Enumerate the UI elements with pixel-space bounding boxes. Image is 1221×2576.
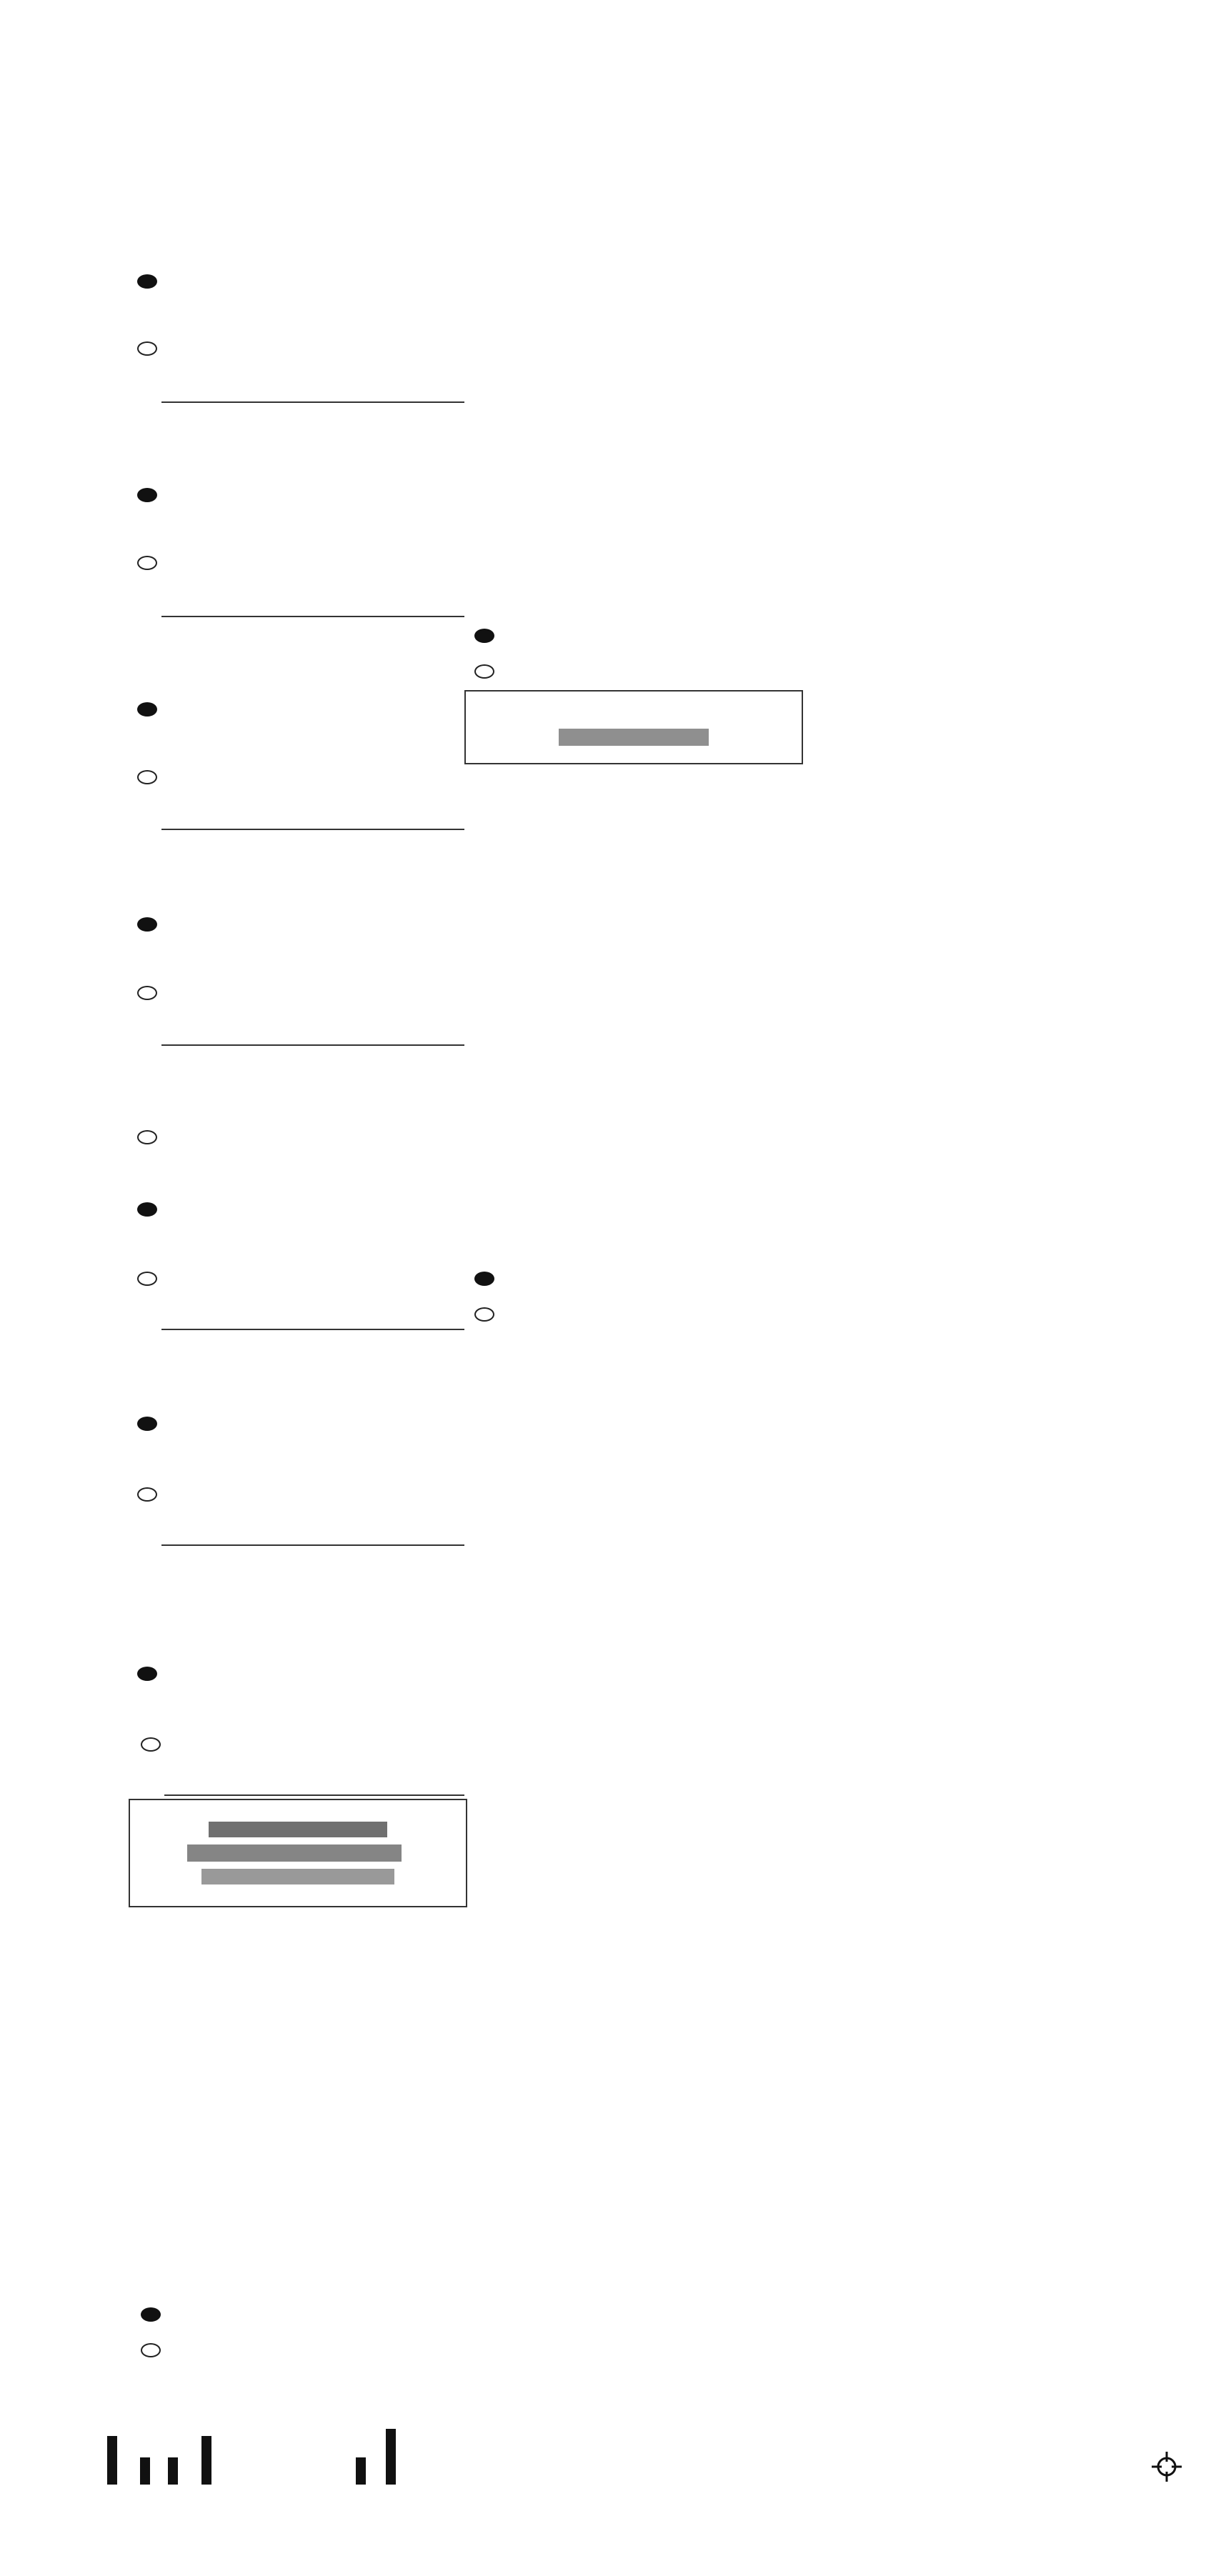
ballot-oval-ashley-paulk[interactable] [137, 702, 157, 717]
write-in-line[interactable] [161, 401, 464, 403]
ballot-oval-write-in[interactable] [137, 986, 157, 1000]
scan-noise [209, 1822, 387, 1837]
write-in-line[interactable] [161, 616, 464, 617]
ballot-oval-write-in[interactable] [137, 1487, 157, 1502]
ballot-oval-justin-cabral[interactable] [137, 1417, 157, 1431]
ballot-code-bar [140, 2457, 150, 2485]
ballot-code-bar [168, 2457, 178, 2485]
ballot-oval-write-in[interactable] [141, 1737, 161, 1752]
section-header-box-obscured [129, 1799, 467, 1907]
ballot-oval-write-in[interactable] [137, 770, 157, 784]
write-in-line[interactable] [161, 1544, 464, 1546]
scan-noise [559, 729, 709, 746]
write-in-line[interactable] [161, 1044, 464, 1046]
ballot-oval-no[interactable] [474, 1307, 494, 1322]
ballot-oval-write-in[interactable] [137, 556, 157, 570]
section-header-box-statewide [464, 690, 803, 764]
write-in-line[interactable] [161, 829, 464, 830]
ballot-oval-yes[interactable] [474, 629, 494, 643]
ballot-oval-no[interactable] [141, 2343, 161, 2357]
crosshair-target-icon [1152, 2452, 1182, 2489]
ballot-oval-write-in[interactable] [137, 341, 157, 356]
ballot-code-bar [386, 2429, 396, 2485]
ballot-code-bar [356, 2457, 366, 2485]
ballot-oval-rodney-v-cain[interactable] [137, 917, 157, 932]
scan-noise [187, 1844, 402, 1862]
crosshair-target-icon-svg [1152, 2452, 1182, 2482]
scan-noise [201, 1869, 394, 1884]
ballot-code-bar [201, 2436, 211, 2485]
write-in-line[interactable] [164, 1794, 464, 1796]
ballot-oval-beth-copeland-greene[interactable] [137, 488, 157, 502]
ballot-oval-write-in[interactable] [137, 1272, 157, 1286]
ballot-oval-bill-slaughter[interactable] [137, 1667, 157, 1681]
ballot-oval-austin-fiveash[interactable] [137, 1130, 157, 1144]
ballot-oval-yes[interactable] [474, 1272, 494, 1286]
write-in-line[interactable] [161, 1329, 464, 1330]
ballot-code-bar [107, 2436, 117, 2485]
ballot-oval-brad-shealy[interactable] [137, 274, 157, 289]
ballot-oval-no[interactable] [474, 664, 494, 679]
ballot-oval-john-hogan[interactable] [137, 1202, 157, 1217]
ballot-oval-yes[interactable] [141, 2307, 161, 2322]
